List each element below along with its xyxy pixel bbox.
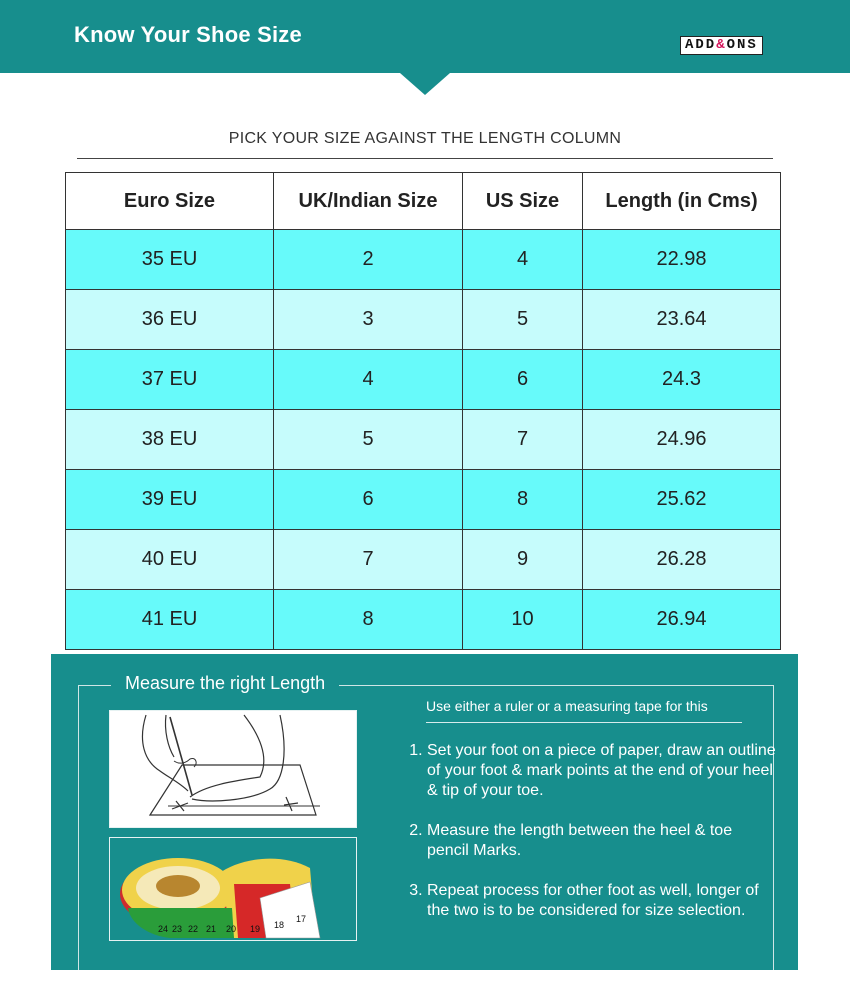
- measuring-tape-illustration: [109, 837, 357, 941]
- cell-euro: 35 EU: [66, 230, 274, 290]
- table-row: [66, 470, 781, 530]
- list-item: 1. Set your foot on a piece of paper, draw an outline of your foot & mark points at the end of your heel & tip of your toe.: [427, 741, 777, 801]
- logo-text-right: ONS: [726, 37, 758, 53]
- tape-number: 23: [172, 924, 183, 934]
- foot-trace-illustration: [109, 710, 357, 828]
- cell-us: 7: [463, 410, 583, 470]
- steps-list: [399, 741, 777, 941]
- table-row: [66, 350, 781, 410]
- cell-uk: 3: [274, 290, 463, 350]
- header-euro-size: Euro Size: [66, 173, 274, 230]
- header-length: Length (in Cms): [583, 173, 781, 230]
- cell-length: 26.94: [583, 590, 781, 650]
- page-title: Know Your Shoe Size: [74, 22, 302, 47]
- cell-uk: 5: [274, 410, 463, 470]
- tape-number: 18: [274, 920, 285, 930]
- table-header-row: [66, 173, 781, 230]
- table-instruction: PICK YOUR SIZE AGAINST THE LENGTH COLUMN: [228, 130, 622, 147]
- foot-outline-icon: [110, 711, 356, 827]
- cell-euro: 40 EU: [66, 530, 274, 590]
- cell-length: 24.3: [583, 350, 781, 410]
- tape-number: 19: [250, 924, 261, 934]
- cell-length: 26.28: [583, 530, 781, 590]
- cell-euro: 39 EU: [66, 470, 274, 530]
- table-row: [66, 410, 781, 470]
- cell-uk: 6: [274, 470, 463, 530]
- list-item: 2. Measure the length between the heel & toe pencil Marks.: [427, 821, 777, 861]
- cell-us: 8: [463, 470, 583, 530]
- cell-length: 24.96: [583, 410, 781, 470]
- header-us-size: US Size: [463, 173, 583, 230]
- measure-guide-section: [51, 654, 798, 970]
- measuring-tape-icon: [110, 838, 356, 940]
- tape-number: 22: [188, 924, 199, 934]
- measure-title: Measure the right Length: [111, 673, 339, 694]
- cell-uk: 4: [274, 350, 463, 410]
- cell-us: 4: [463, 230, 583, 290]
- cell-us: 6: [463, 350, 583, 410]
- divider: [426, 722, 742, 723]
- list-item: 3. Repeat process for other foot as well, longer of the two is to be considered for size selection.: [427, 881, 777, 921]
- cell-euro: 41 EU: [66, 590, 274, 650]
- header-uk-indian-size: UK/Indian Size: [274, 173, 463, 230]
- table-row: [66, 290, 781, 350]
- cell-euro: 37 EU: [66, 350, 274, 410]
- cell-length: 25.62: [583, 470, 781, 530]
- cell-euro: 36 EU: [66, 290, 274, 350]
- logo-ampersand: &: [716, 37, 727, 53]
- cell-length: 22.98: [583, 230, 781, 290]
- brand-logo: [680, 36, 763, 55]
- size-chart-table: [65, 172, 781, 650]
- logo-text-left: ADD: [685, 37, 717, 53]
- header-pointer: [400, 73, 450, 95]
- tape-number: 24: [158, 924, 169, 934]
- tape-number: 21: [206, 924, 217, 934]
- cell-euro: 38 EU: [66, 410, 274, 470]
- table-row: [66, 590, 781, 650]
- cell-uk: 8: [274, 590, 463, 650]
- cell-length: 23.64: [583, 290, 781, 350]
- tool-note: Use either a ruler or a measuring tape for this: [426, 698, 708, 714]
- divider: [77, 158, 773, 159]
- tape-number: 17: [296, 914, 307, 924]
- cell-uk: 7: [274, 530, 463, 590]
- cell-uk: 2: [274, 230, 463, 290]
- cell-us: 10: [463, 590, 583, 650]
- table-row: [66, 530, 781, 590]
- tape-number: 20: [226, 924, 237, 934]
- cell-us: 9: [463, 530, 583, 590]
- cell-us: 5: [463, 290, 583, 350]
- table-row: [66, 230, 781, 290]
- header-banner: [0, 0, 850, 73]
